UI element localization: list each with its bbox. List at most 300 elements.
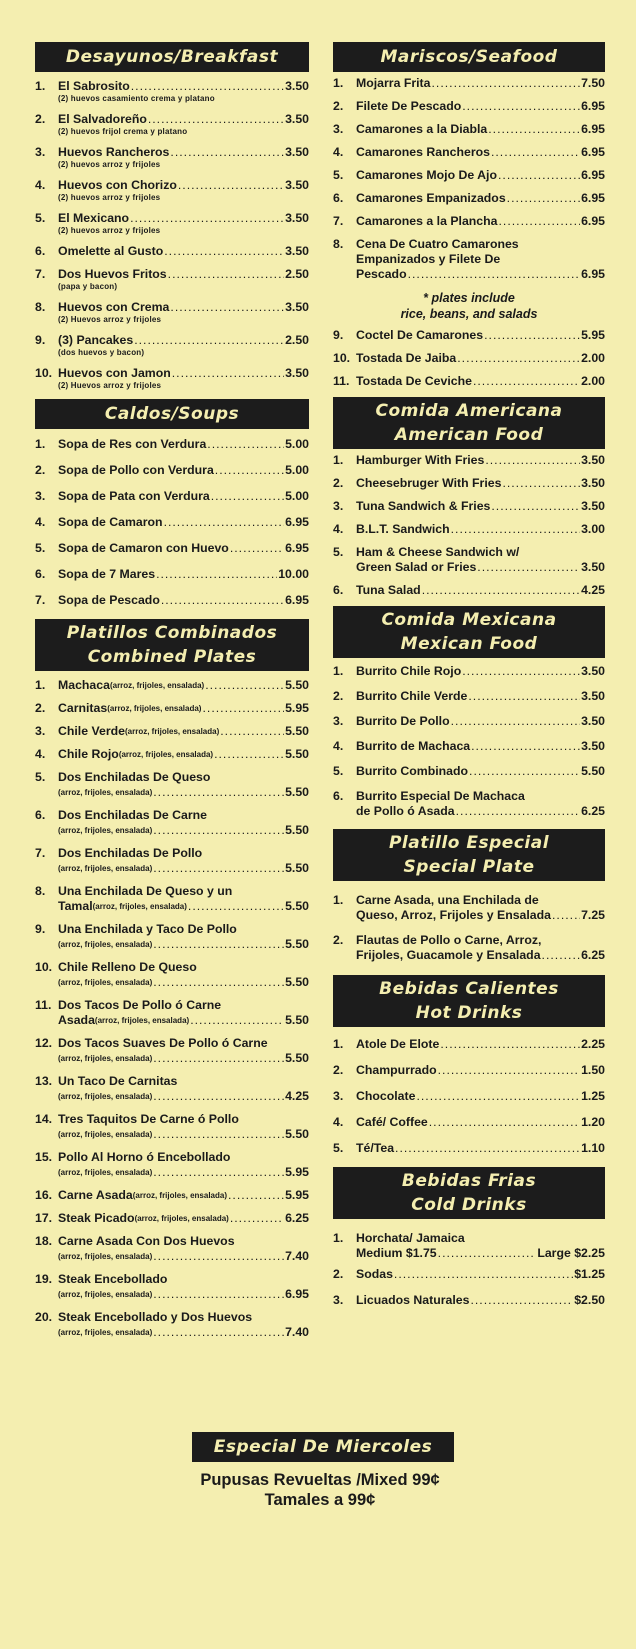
american-header <box>333 397 605 449</box>
item-price: 4.25 <box>581 583 605 597</box>
item-name: Tostada De Ceviche <box>356 374 472 388</box>
item-row <box>58 244 309 259</box>
item-name: Camarones a la Plancha <box>356 214 498 228</box>
item-row <box>356 1246 605 1261</box>
breakfast-header <box>35 42 309 72</box>
hot-list <box>333 1037 605 1156</box>
list-item <box>35 770 309 800</box>
item-number: 1. <box>35 678 46 692</box>
item-price: 3.50 <box>581 560 605 574</box>
item-row <box>58 178 309 193</box>
list-item <box>35 267 309 292</box>
item-name: Camarones Empanizados <box>356 191 506 205</box>
leader-dots <box>491 499 580 514</box>
item-name: Chocolate <box>356 1089 416 1103</box>
leader-dots <box>131 79 284 94</box>
item-row <box>58 899 309 914</box>
item-name: Dos Tacos Suaves De Pollo ó Carne <box>58 1036 268 1050</box>
item-price: 3.50 <box>285 211 309 225</box>
list-item <box>35 846 309 876</box>
item-name: Omelette al Gusto <box>58 244 164 258</box>
item-price: 3.50 <box>285 244 309 258</box>
item-row <box>356 522 605 537</box>
leader-dots <box>172 366 284 381</box>
item-number: 6. <box>35 808 46 822</box>
leader-dots <box>228 1188 284 1203</box>
leader-dots <box>153 1287 284 1302</box>
item-description: (arroz, frijoles, ensalada) <box>58 1130 153 1139</box>
item-price: 5.50 <box>285 747 309 761</box>
leader-dots <box>395 1141 580 1156</box>
item-number: 5. <box>35 211 46 225</box>
list-item <box>333 1089 605 1104</box>
item-number: 2. <box>333 1063 344 1077</box>
item-name: Hamburger With Fries <box>356 453 485 467</box>
item-price: 6.95 <box>285 1287 309 1301</box>
item-name: Chile Rojo <box>58 747 119 761</box>
list-item <box>333 214 605 229</box>
american-list <box>333 453 605 598</box>
item-sub-row <box>58 1089 309 1104</box>
item-number: 8. <box>35 300 46 314</box>
item-row <box>356 664 605 679</box>
item-number: 16. <box>35 1188 53 1202</box>
american-title-2: American Food <box>394 425 544 445</box>
item-row <box>356 1063 605 1078</box>
list-item <box>333 522 605 537</box>
note-line-1: * plates include <box>423 291 515 305</box>
item-name: Carne Asada <box>58 1188 133 1202</box>
item-name: Sodas <box>356 1267 393 1281</box>
seafood-title: Mariscos/Seafood <box>380 47 558 67</box>
leader-dots <box>507 191 580 206</box>
mexican-title-2: Mexican Food <box>400 634 538 654</box>
list-item <box>333 933 605 963</box>
item-name: Tostada De Jaiba <box>356 351 457 365</box>
item-name-last-line: Frijoles, Guacamole y Ensalada <box>356 948 541 962</box>
item-name: Chile Verde <box>58 724 125 738</box>
item-price: 5.50 <box>285 724 309 738</box>
item-row <box>58 366 309 381</box>
list-item <box>333 191 605 206</box>
item-sub-row <box>58 1325 309 1340</box>
item-row <box>356 453 605 468</box>
list-item <box>35 1211 309 1226</box>
item-price: 1.25 <box>581 1089 605 1103</box>
list-item <box>35 541 309 556</box>
item-row <box>58 922 309 937</box>
item-sub-row <box>58 1165 309 1180</box>
item-row <box>58 808 309 823</box>
leader-dots <box>473 374 580 389</box>
list-item <box>333 789 605 819</box>
item-row <box>356 351 605 366</box>
item-row <box>356 1141 605 1156</box>
item-name-last-line: Green Salad or Fries <box>356 560 477 574</box>
item-number: 8. <box>333 237 344 251</box>
leader-dots <box>164 515 285 530</box>
item-name: Burrito de Machaca <box>356 739 471 753</box>
item-price: 5.50 <box>285 975 309 989</box>
list-item <box>333 583 605 598</box>
item-row <box>58 678 309 693</box>
special-title-1: Platillo Especial <box>388 833 550 853</box>
medium-price: Medium $1.75 <box>356 1246 437 1260</box>
item-row <box>356 739 605 754</box>
wednesday-specials <box>150 1470 490 1510</box>
item-price: 5.50 <box>285 1127 309 1141</box>
list-item <box>35 515 309 530</box>
item-name: Cheesebruger With Fries <box>356 476 502 490</box>
item-price: 7.25 <box>581 908 605 922</box>
item-name: Huevos con Crema <box>58 300 170 314</box>
item-number: 15. <box>35 1150 53 1164</box>
item-number: 6. <box>333 191 344 205</box>
plates-include-note <box>333 290 605 322</box>
item-name: Steak Encebollado y Dos Huevos <box>58 1310 253 1324</box>
item-description: (arroz, frijoles, ensalada) <box>58 1054 153 1063</box>
leader-dots <box>170 145 284 160</box>
item-price: 3.50 <box>581 714 605 728</box>
item-name: Un Taco De Carnitas <box>58 1074 178 1088</box>
item-price: 3.50 <box>285 112 309 126</box>
item-price: 3.50 <box>285 79 309 93</box>
item-row <box>58 770 309 785</box>
item-name: Carne Asada, una Enchilada de <box>356 893 539 907</box>
item-name: El Mexicano <box>58 211 130 225</box>
leader-dots <box>153 1165 284 1180</box>
item-price: 5.00 <box>285 489 309 503</box>
item-price: 3.50 <box>581 476 605 490</box>
wednesday-title: Especial De Miercoles <box>213 1437 433 1457</box>
item-number: 7. <box>35 846 46 860</box>
item-name: Chile Relleno De Queso <box>58 960 197 974</box>
item-number: 8. <box>35 884 46 898</box>
item-name: Dos Enchiladas De Queso <box>58 770 211 784</box>
item-row <box>356 499 605 514</box>
item-sub-row <box>58 937 309 952</box>
item-row <box>356 1037 605 1052</box>
item-name: Burrito Chile Rojo <box>356 664 462 678</box>
item-name: Una Enchilada y Taco De Pollo <box>58 922 237 936</box>
seafood-list-2 <box>333 328 605 389</box>
list-item <box>333 664 605 679</box>
item-number: 6. <box>333 789 344 803</box>
item-sub-row <box>58 1249 309 1264</box>
item-number: 3. <box>333 1293 344 1307</box>
list-item <box>35 1150 309 1180</box>
item-name: Sopa de Camaron <box>58 515 163 529</box>
item-row <box>58 567 309 582</box>
item-number: 4. <box>333 522 344 536</box>
item-number: 11. <box>35 998 52 1012</box>
item-price: 5.50 <box>285 1013 309 1027</box>
item-number: 3. <box>333 122 344 136</box>
item-price: 3.50 <box>285 366 309 380</box>
item-row <box>58 515 309 530</box>
item-description: (arroz, frijoles, ensalada) <box>58 978 153 987</box>
list-item <box>333 545 605 575</box>
list-item <box>333 99 605 114</box>
list-item <box>333 1141 605 1156</box>
leader-dots <box>190 1013 284 1028</box>
leader-dots <box>422 583 580 598</box>
item-row <box>58 1074 309 1089</box>
right-column <box>333 42 605 1319</box>
item-price: 5.50 <box>285 678 309 692</box>
item-description: (arroz, frijoles, ensalada) <box>58 826 153 835</box>
item-number: 3. <box>35 724 46 738</box>
item-price: 6.95 <box>581 214 605 228</box>
item-number: 1. <box>35 437 46 451</box>
item-number: 10. <box>35 366 53 380</box>
item-price: 6.95 <box>581 267 605 281</box>
item-price: 3.50 <box>581 453 605 467</box>
item-name: Filete De Pescado <box>356 99 462 113</box>
item-sub-row <box>58 785 309 800</box>
item-number: 2. <box>35 463 46 477</box>
item-number: 5. <box>35 541 46 555</box>
item-price: 5.50 <box>285 785 309 799</box>
leader-dots <box>468 689 580 704</box>
list-item <box>333 689 605 704</box>
leader-dots <box>205 678 284 693</box>
item-name-last-line: Asada <box>58 1013 95 1027</box>
item-number: 11. <box>333 374 350 388</box>
list-item <box>35 244 309 259</box>
list-item <box>333 499 605 514</box>
item-number: 9. <box>35 922 46 936</box>
item-name: Sopa de Camaron con Huevo <box>58 541 229 555</box>
list-item <box>35 922 309 952</box>
item-number: 1. <box>333 893 344 907</box>
leader-dots <box>470 1293 573 1308</box>
item-name-last-line: Pescado <box>356 267 407 281</box>
item-price: 3.50 <box>581 664 605 678</box>
item-sub-row <box>58 975 309 990</box>
leader-dots <box>462 664 580 679</box>
item-row <box>356 122 605 137</box>
leader-dots <box>462 99 580 114</box>
list-item <box>333 1267 605 1282</box>
item-sub-row <box>58 1287 309 1302</box>
item-sub-row <box>58 823 309 838</box>
list-item <box>35 79 309 104</box>
list-item <box>35 333 309 358</box>
item-price: 6.95 <box>285 541 309 555</box>
leader-dots <box>220 724 284 739</box>
item-name: Sopa de Res con Verdura <box>58 437 207 451</box>
item-description: (arroz, frijoles, ensalada) <box>58 788 153 797</box>
item-row <box>58 747 309 762</box>
item-number: 3. <box>35 489 46 503</box>
item-name: Machaca <box>58 678 110 692</box>
leader-dots <box>214 747 284 762</box>
item-number: 2. <box>333 933 344 947</box>
leader-dots <box>153 1051 284 1066</box>
item-name: Carnitas <box>58 701 108 715</box>
item-number: 5. <box>333 1141 344 1155</box>
list-item <box>35 366 309 391</box>
item-number: 2. <box>333 99 344 113</box>
item-price: 6.95 <box>285 515 309 529</box>
list-item <box>35 678 309 693</box>
leader-dots <box>469 764 580 779</box>
leader-dots <box>440 1037 580 1052</box>
leader-dots <box>502 476 580 491</box>
item-number: 2. <box>333 476 344 490</box>
item-price: 3.50 <box>285 145 309 159</box>
item-name: Sopa de Pollo con Verdura <box>58 463 214 477</box>
special-header <box>333 829 605 881</box>
item-number: 4. <box>333 145 344 159</box>
breakfast-list <box>35 79 309 391</box>
item-description: (arroz, frijoles, ensalada) <box>107 704 202 713</box>
item-number: 1. <box>333 453 344 467</box>
item-price: 2.00 <box>581 374 605 388</box>
leader-dots <box>394 1267 573 1282</box>
item-price: 3.00 <box>581 522 605 536</box>
seafood-list <box>333 76 605 282</box>
item-name-last-line: de Pollo ó Asada <box>356 804 455 818</box>
item-row <box>58 1112 309 1127</box>
item-name: Mojarra Frita <box>356 76 431 90</box>
leader-dots <box>230 541 284 556</box>
item-row <box>58 724 309 739</box>
item-number: 1. <box>333 76 344 90</box>
leader-dots <box>168 267 284 282</box>
item-number: 7. <box>333 214 344 228</box>
item-row <box>356 374 605 389</box>
list-item <box>333 237 605 282</box>
list-item <box>333 374 605 389</box>
item-row <box>356 948 605 963</box>
item-number: 4. <box>333 1115 344 1129</box>
list-item <box>35 463 309 478</box>
combined-title-1: Platillos Combinados <box>66 623 278 643</box>
item-description: (arroz, frijoles, ensalada) <box>124 727 220 736</box>
item-sub-row <box>58 1127 309 1142</box>
leader-dots <box>153 975 284 990</box>
item-description: (2) Huevos arroz y frijoles <box>58 381 162 390</box>
item-number: 17. <box>35 1211 53 1225</box>
item-row <box>356 714 605 729</box>
leader-dots <box>153 1325 284 1340</box>
item-row <box>58 489 309 504</box>
large-price: Large $2.25 <box>537 1246 605 1260</box>
soups-header <box>35 399 309 429</box>
leader-dots <box>161 593 284 608</box>
item-price: 3.50 <box>285 300 309 314</box>
leader-dots <box>130 211 284 226</box>
item-row <box>356 99 605 114</box>
item-sub-row <box>58 861 309 876</box>
item-name: Huevos con Chorizo <box>58 178 177 192</box>
leader-dots <box>471 739 580 754</box>
item-number: 10. <box>35 960 53 974</box>
item-row <box>356 76 605 91</box>
item-number: 1. <box>333 1037 344 1051</box>
item-price: 6.95 <box>285 593 309 607</box>
list-item <box>35 300 309 325</box>
wednesday-line-1: Pupusas Revueltas /Mixed 99¢ <box>200 1471 440 1489</box>
item-price: 5.95 <box>285 701 309 715</box>
item-price: 5.50 <box>285 1051 309 1065</box>
list-item <box>35 1310 309 1340</box>
item-price: 5.50 <box>285 899 309 913</box>
item-description: (arroz, frijoles, ensalada) <box>118 750 214 759</box>
item-price: 6.25 <box>581 804 605 818</box>
item-name: El Salvadoreño <box>58 112 147 126</box>
item-name: Licuados Naturales <box>356 1293 470 1307</box>
item-row <box>58 1150 309 1165</box>
item-description: (arroz, frijoles, ensalada) <box>58 1252 153 1261</box>
item-price: 5.00 <box>285 437 309 451</box>
list-item <box>333 1115 605 1130</box>
list-item <box>333 1293 605 1308</box>
item-name: B.L.T. Sandwich <box>356 522 450 536</box>
combined-list <box>35 678 309 1340</box>
item-description: (arroz, frijoles, ensalada) <box>58 1168 153 1177</box>
item-name: El Sabrosito <box>58 79 130 93</box>
item-price: 3.50 <box>581 499 605 513</box>
item-price: 7.40 <box>285 1325 309 1339</box>
item-name: Burrito Especial De Machaca <box>356 789 525 803</box>
item-number: 3. <box>333 1089 344 1103</box>
item-description: (arroz, frijoles, ensalada) <box>94 1016 190 1025</box>
item-number: 6. <box>333 583 344 597</box>
item-name: Steak Encebollado <box>58 1272 168 1286</box>
item-number: 5. <box>333 168 344 182</box>
item-row <box>58 79 309 94</box>
item-description: (2) huevos arroz y frijoles <box>58 160 161 169</box>
item-name: Horchata/ Jamaica <box>356 1231 465 1245</box>
list-item <box>35 701 309 716</box>
item-name: Sopa de 7 Mares <box>58 567 156 581</box>
item-row <box>58 541 309 556</box>
item-number: 3. <box>333 499 344 513</box>
item-name: Dos Tacos De Pollo ó Carne <box>58 998 222 1012</box>
list-item <box>35 747 309 762</box>
item-name: Una Enchilada De Queso y un <box>58 884 233 898</box>
list-item <box>333 1063 605 1078</box>
item-name-last-line: Tamal <box>58 899 93 913</box>
item-row <box>356 476 605 491</box>
item-description: (papa y bacon) <box>58 282 118 291</box>
item-number: 13. <box>35 1074 53 1088</box>
item-price: 10.00 <box>278 567 309 581</box>
item-row <box>58 463 309 478</box>
item-price: 1.10 <box>581 1141 605 1155</box>
item-number: 5. <box>333 545 344 559</box>
leader-dots <box>457 351 580 366</box>
item-description: (dos huevos y bacon) <box>58 348 145 357</box>
leader-dots <box>498 214 580 229</box>
leader-dots <box>230 1211 284 1226</box>
item-number: 7. <box>35 593 46 607</box>
item-name: Tuna Sandwich & Fries <box>356 499 491 513</box>
item-price: 2.25 <box>581 1037 605 1051</box>
item-number: 4. <box>35 747 46 761</box>
item-number: 20. <box>35 1310 53 1324</box>
item-name: Sopa de Pata con Verdura <box>58 489 210 503</box>
item-row <box>356 1089 605 1104</box>
item-description: (arroz, frijoles, ensalada) <box>58 940 153 949</box>
special-list <box>333 893 605 963</box>
leader-dots <box>178 178 284 193</box>
cold-header <box>333 1167 605 1219</box>
item-price: 5.50 <box>285 937 309 951</box>
